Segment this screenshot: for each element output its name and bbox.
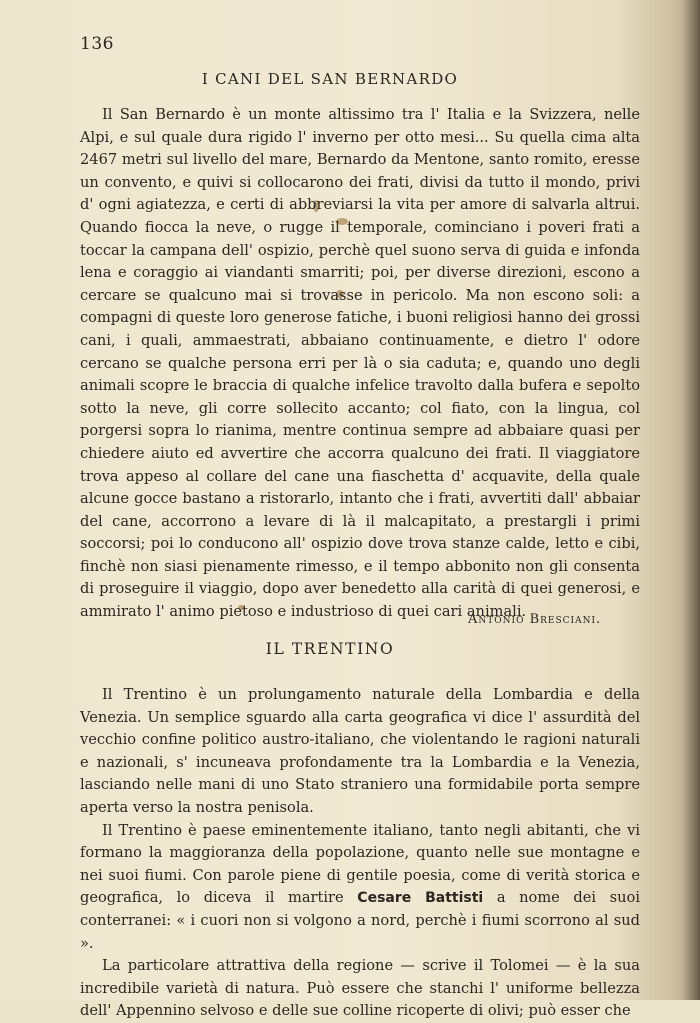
paragraph: La particolare attrattiva della regione — scrive il Tolomei — è la sua incredibile varietà di natura. Può essere che stanchi l' uniforme bellezza dell' Appennino selvoso e delle sue colline ricoperte di olivi; può esser che [80, 957, 640, 1020]
article-body-san-bernardo [80, 104, 640, 624]
person-name-bold: Cesare Battisti [357, 890, 484, 907]
article-title-trentino: IL TRENTINO [265, 640, 395, 658]
page-number: 136 [80, 34, 114, 54]
article-title-san-bernardo: I CANI DEL SAN BERNARDO [201, 70, 459, 88]
article-body-trentino [80, 684, 640, 1023]
page-gutter-shadow [682, 0, 700, 1000]
paragraph-text: a nome dei suoi conterranei: « i cuori non si volgono a nord, perchè i fiumi scorrono al sud ». [80, 889, 640, 952]
paragraph: Il San Bernardo è un monte altissimo tra l' Italia e la Svizzera, nelle Alpi, e sul quale dura rigido l' inverno per otto mesi... Su quella cima alta 2467 metri sul livello del mare, Bernardo da Mentone, santo romito, eresse un convento, e quivi si collocarono dei frati, divisi da tutto il mondo, privi d' ogni agiatezza, e certi di abbreviarsi la vita per amore di salvarla altrui. Quando fiocca la neve, o rugge il temporale, cominciano i poveri frati a toccar la campana dell' ospizio, perchè quel suono serva di guida e infonda lena e coraggio ai viandanti smarriti; poi, per diverse direzioni, escono a cercare se qualcuno mai si trovasse in pericolo. Ma non escono soli: a compagni di queste loro generose fatiche, i buoni religiosi hanno dei grossi cani, i quali, ammaestrati, abbaiano continuamente, e dietro l' odore cercano se qualche persona erri per là o sia caduta; e, quando uno degli animali scopre le braccia di qualche infelice travolto dalla bufera e sepolto sotto la neve, gli corre sollecito accanto; col fiato, con la lingua, col porgersi sopra lo rianima, mentre continua sempre ad abbaiare quasi per chiedere aiuto ed avvertire che accorra qualcuno dei frati. Il viaggiatore trova appeso al collare del cane una fiaschetta d' acquavite, della quale alcune gocce bastano a ristorarlo, intanto che i frati, avvertiti dall' abbaiar del cane, accorrono a levare di là il malcapitato, a prestargli i primi soccorsi; poi lo conducono all' ospizio dove trova stanze calde, letto e cibi, finchè non siasi pienamente rimesso, e il tempo abbonito non gli consenta di proseguire il viaggio, dopo aver benedetto alla carità di quei generosi, e ammirato l' animo pietoso e industrioso di quei cari animali. [80, 106, 640, 621]
paragraph-text: Il Trentino è paese eminentemente italiano, tanto negli abitanti, che vi formano la maggioranza della popolazione, quanto nelle sue montagne e nei suoi fiumi. Con parole piene di gentile poesia, come di verità storica e geografica, lo diceva il martire [80, 821, 640, 907]
paragraph: Il Trentino è un prolungamento naturale della Lombardia e della Venezia. Un semplice sguardo alla carta geografica vi dice l' assurdità del vecchio confine politico austro-italiano, che violentando le ragioni naturali e nazionali, s' incuneava profondamente tra la Lombardia e la Venezia, lasciando nelle mani di uno Stato straniero una formidabile porta sempre aperta verso la nostra penisola. [80, 686, 640, 816]
paragraph [80, 820, 640, 956]
article-author: Antonio Bresciani. [468, 612, 602, 627]
